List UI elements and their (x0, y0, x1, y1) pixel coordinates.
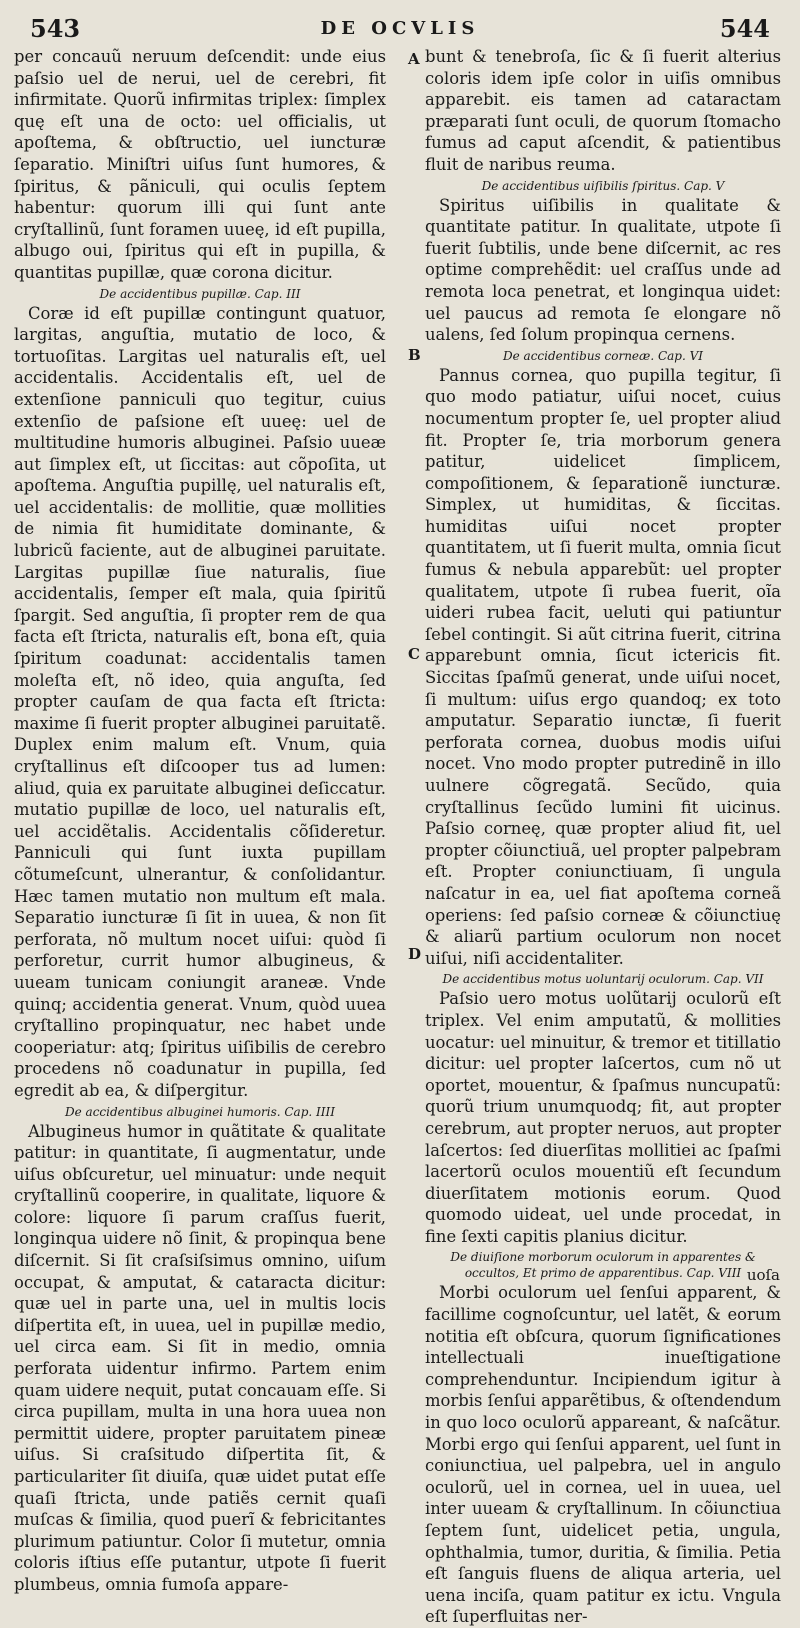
margin-letter-a: A (408, 50, 420, 68)
chapter-heading: De accidentibus motus uoluntarij oculorum. Cap. VII (442, 972, 764, 987)
chapter-heading: De accidentibus pupillæ. Cap. III (99, 286, 301, 301)
running-title: DE OCVLIS (320, 18, 480, 39)
chapter-heading: De diuiſione morborum oculorum in apparentes & occultos, Et primo de apparentibus. Cap. VIII (450, 1250, 756, 1281)
margin-letter-d: D (408, 945, 422, 963)
paragraph: Morbi oculorum uel ſenſui apparent, & facillime cognoſcuntur, uel latẽt, & eorum notitia eſt obſcura, quorum ſignificationes intellectuali inueſtigatione comprehenduntur. Incipiendum igitur à morbis ſenſui apparẽtibus, & oſtendendum in quo loco oculorũ appareant, & naſcãtur. Morbi ergo qui ſenſui apparent, uel ſunt in coniunctiua, uel palpebra, uel in angulo oculorũ, uel in cornea, uel in uuea, uel inter uueam & cryſtallinum. In cõiunctiua ſeptem ſunt, uidelicet petia, ungula, ophthalmia, tumor, duritia, & ſimilia. Petia eſt ſanguis fluens de aliqua arteria, uel uena inciſa, quam patitur ex ictu. Vngula eſt ſuperfluitas ner- (425, 1283, 781, 1627)
right-column (425, 46, 782, 1627)
paragraph: Coræ id eſt pupillæ contingunt quatuor, largitas, anguſtia, mutatio de loco, & tortuoſitas. Largitas uel naturalis eſt, uel accidentalis. Accidentalis eſt, uel de extenſione panniculi quo tegitur, cuius extenſio de paſsione eſt uueę: uel de multitudine humoris albuginei. Paſsio uueæ aut ſimplex eſt, ut ſiccitas: aut cõpoſita, ut apoſtema. Anguſtia pupillę, uel naturalis eſt, uel accidentalis: de mollitie, quæ mollities de nimia fit humiditate dominante, & lubricũ faciente, aut de albuginei paruitate. Largitas pupillæ ſiue naturalis, ſiue accidentalis, ſemper eſt mala, quia ſpiritũ ſpargit. Sed anguſtia, ſi propter rem de qua facta eſt ſtricta, naturalis eſt, bona eſt, quia ſpiritum coadunat: accidentalis tamen moleſta eſt, nõ ideo, quia anguſta, ſed propter cauſam de qua facta eſt ſtricta: maxime ſi fuerit propter albuginei paruitatẽ. Duplex enim malum eſt. Vnum, quia cryſtallinus eſt diſcooper tus ad lumen: aliud, quia ex paruitate albuginei deſiccatur. mutatio pupillæ de loco, uel naturalis eſt, uel accidẽtalis. Accidentalis cõſideretur. Panniculi qui ſunt iuxta pupillam cõtumeſcunt, ulnerantur, & conſolidantur. Hæc tamen mutatio non multum eſt mala. Separatio iuncturæ ſi ſit in uuea, & non ſit perforata, nõ multum nocet uiſui: quòd ſi perforetur, currit humor albugineus, & uueam tunicam coniungit araneæ. Vnde quinq; accidentia generat. Vnum, quòd uuea cryſtallino propinquatur, nec habet unde cooperiatur: atq; ſpiritus uiſibilis de cerebro procedens nõ coadunatur in pupilla, ſed egredit ab ea, & diſpergitur. (14, 303, 386, 1100)
margin-letter-b: B (408, 346, 421, 364)
paragraph: Pannus cornea, quo pupilla tegitur, ſi quo modo patiatur, uiſui nocet, cuius nocumentum propter ſe, uel propter aliud fit. Propter ſe, tria morborum genera patitur, uidelicet ſimplicem, compoſitionem, & ſeparationẽ iuncturæ. Simplex, ut humiditas, & ſiccitas. humiditas uiſui nocet propter quantitatem, ut ſi fuerit multa, omnia ſicut fumus & nebula apparebũt: uel propter qualitatem, utpote ſi rubea fuerit, oĩa uideri rubea facit, ueluti qui patiuntur ſebel contingit. Si aũt citrina fuerit, citrina apparebunt omnia, ſicut ictericis fit. Siccitas ſpaſmũ generat, unde uiſui nocet, ſi multum: uiſus ergo quandoq; ex toto amputatur. Separatio iunctæ, ſi fuerit perforata cornea, duobus modis uiſui nocet. Vno modo propter putredinẽ in illo uulnere cõgregatã. Secũdo, quia cryſtallinus ſecũdo lumini fit uicinus. Paſsio corneę, quæ propter aliud fit, uel propter cõiunctiuã, uel propter palpebram eſt. Propter coniunctiuam, ſi ungula naſcatur in ea, uel fiat apoſtema corneã operiens: ſed paſsio corneæ & cõiunctiuę & aliarũ partium oculorum non nocet uiſui, niſi accidentaliter. (425, 365, 781, 968)
paragraph: Spiritus uiſibilis in qualitate & quantitate patitur. In qualitate, utpote ſi fuerit ſubtilis, unde bene diſcernit, ac res optime comprehẽdit: uel craſſus unde ad remota loca penetrat, et longinqua uidet: uel paucus ad remota ſe elongare nõ ualens, ſed ſolum propinqua cernens. (425, 195, 781, 345)
right-page-number: 544 (719, 14, 770, 43)
paragraph: per concauũ neruum deſcendit: unde eius paſsio uel de nerui, uel de cerebri, fit infirmitate. Quorũ infirmitas triplex: ſimplex quę eſt una de octo: uel officialis, ut apoſtema, & obſtructio, uel iuncturæ ſeparatio. Miniſtri uiſus ſunt humores, & ſpiritus, & pãniculi, qui oculis ſeptem habentur: quorum illi qui ſunt ante cryſtallinũ, ſunt foramen uueę, id eſt pupilla, albugo oui, ſpiritus qui eſt in pupilla, & quantitas pupillæ, quæ corona dicitur. (14, 47, 386, 282)
paragraph: Albugineus humor in quãtitate & qualitate patitur: in quantitate, ſi augmentatur, unde uiſus obſcuretur, uel minuatur: unde nequit cryſtallinũ cooperire, in qualitate, liquore & colore: liquore ſi parum craſſus fuerit, longinqua uidere nõ ſinit, & propinqua bene diſcernit. Si ſit craſsiſsimus omnino, uiſum occupat, & amputat, & cataracta dicitur: quæ uel in parte una, uel in multis locis diſpertita eſt, in uuea, uel in pupillæ medio, uel circa eam. Si ſit in medio, omnia perforata uidentur infirmo. Partem enim quam uidere nequit, putat concauam eſſe. Si circa pupillam, multa in una hora uuea non permittit uidere, propter paruitatem pineæ uiſus. Si craſsitudo diſpertita ſit, & particulariter ſit diuiſa, quæ uidet putat eſſe quaſi ſtricta, unde patiẽs cernit quaſi muſcas & ſimilia, quod puerĩ & febricitantes plurimum patiuntur. Color ſi mutetur, omnia coloris iſtius eſſe putantur, utpote ſi fuerit plumbeus, omnia fumoſa appare- (14, 1121, 386, 1594)
paragraph: bunt & tenebroſa, ſic & ſi fuerit alterius coloris idem ipſe color in uiſis omnibus apparebit. eis tamen ad cataractam præparati ſunt oculi, de quorum ſtomacho fumus ad caput aſcendit, & patientibus fluit de naribus reuma. (425, 47, 781, 174)
chapter-heading: De accidentibus corneæ. Cap. VI (503, 348, 703, 363)
catchword: uoſa (746, 1266, 780, 1284)
margin-letter-c: C (408, 645, 420, 663)
left-page-number: 543 (30, 14, 81, 43)
chapter-heading: De accidentibus uiſibilis ſpiritus. Cap. V (481, 178, 725, 193)
chapter-heading: De accidentibus albuginei humoris. Cap. IIII (65, 1104, 335, 1119)
running-header (0, 10, 800, 44)
left-column (14, 46, 386, 1594)
paragraph: Paſsio uero motus uolũtarij oculorũ eſt triplex. Vel enim amputatũ, & mollities uocatur: uel minuitur, & tremor et titillatio dicitur: uel propter laſcertos, cum nõ ut oportet, mouentur, & ſpaſmus nuncupatũ: quorũ trium unumquodq; fit, aut propter cerebrum, aut propter neruos, aut propter laſcertos: ſed diuerſitas mollitiei ac ſpaſmi lacertorũ oculos mouentiũ eſt ſecundum diuerſitatem motionis eorum. Quod quomodo uideat, uel unde procedat, in fine ſexti capitis planius dicitur. (425, 989, 782, 1246)
